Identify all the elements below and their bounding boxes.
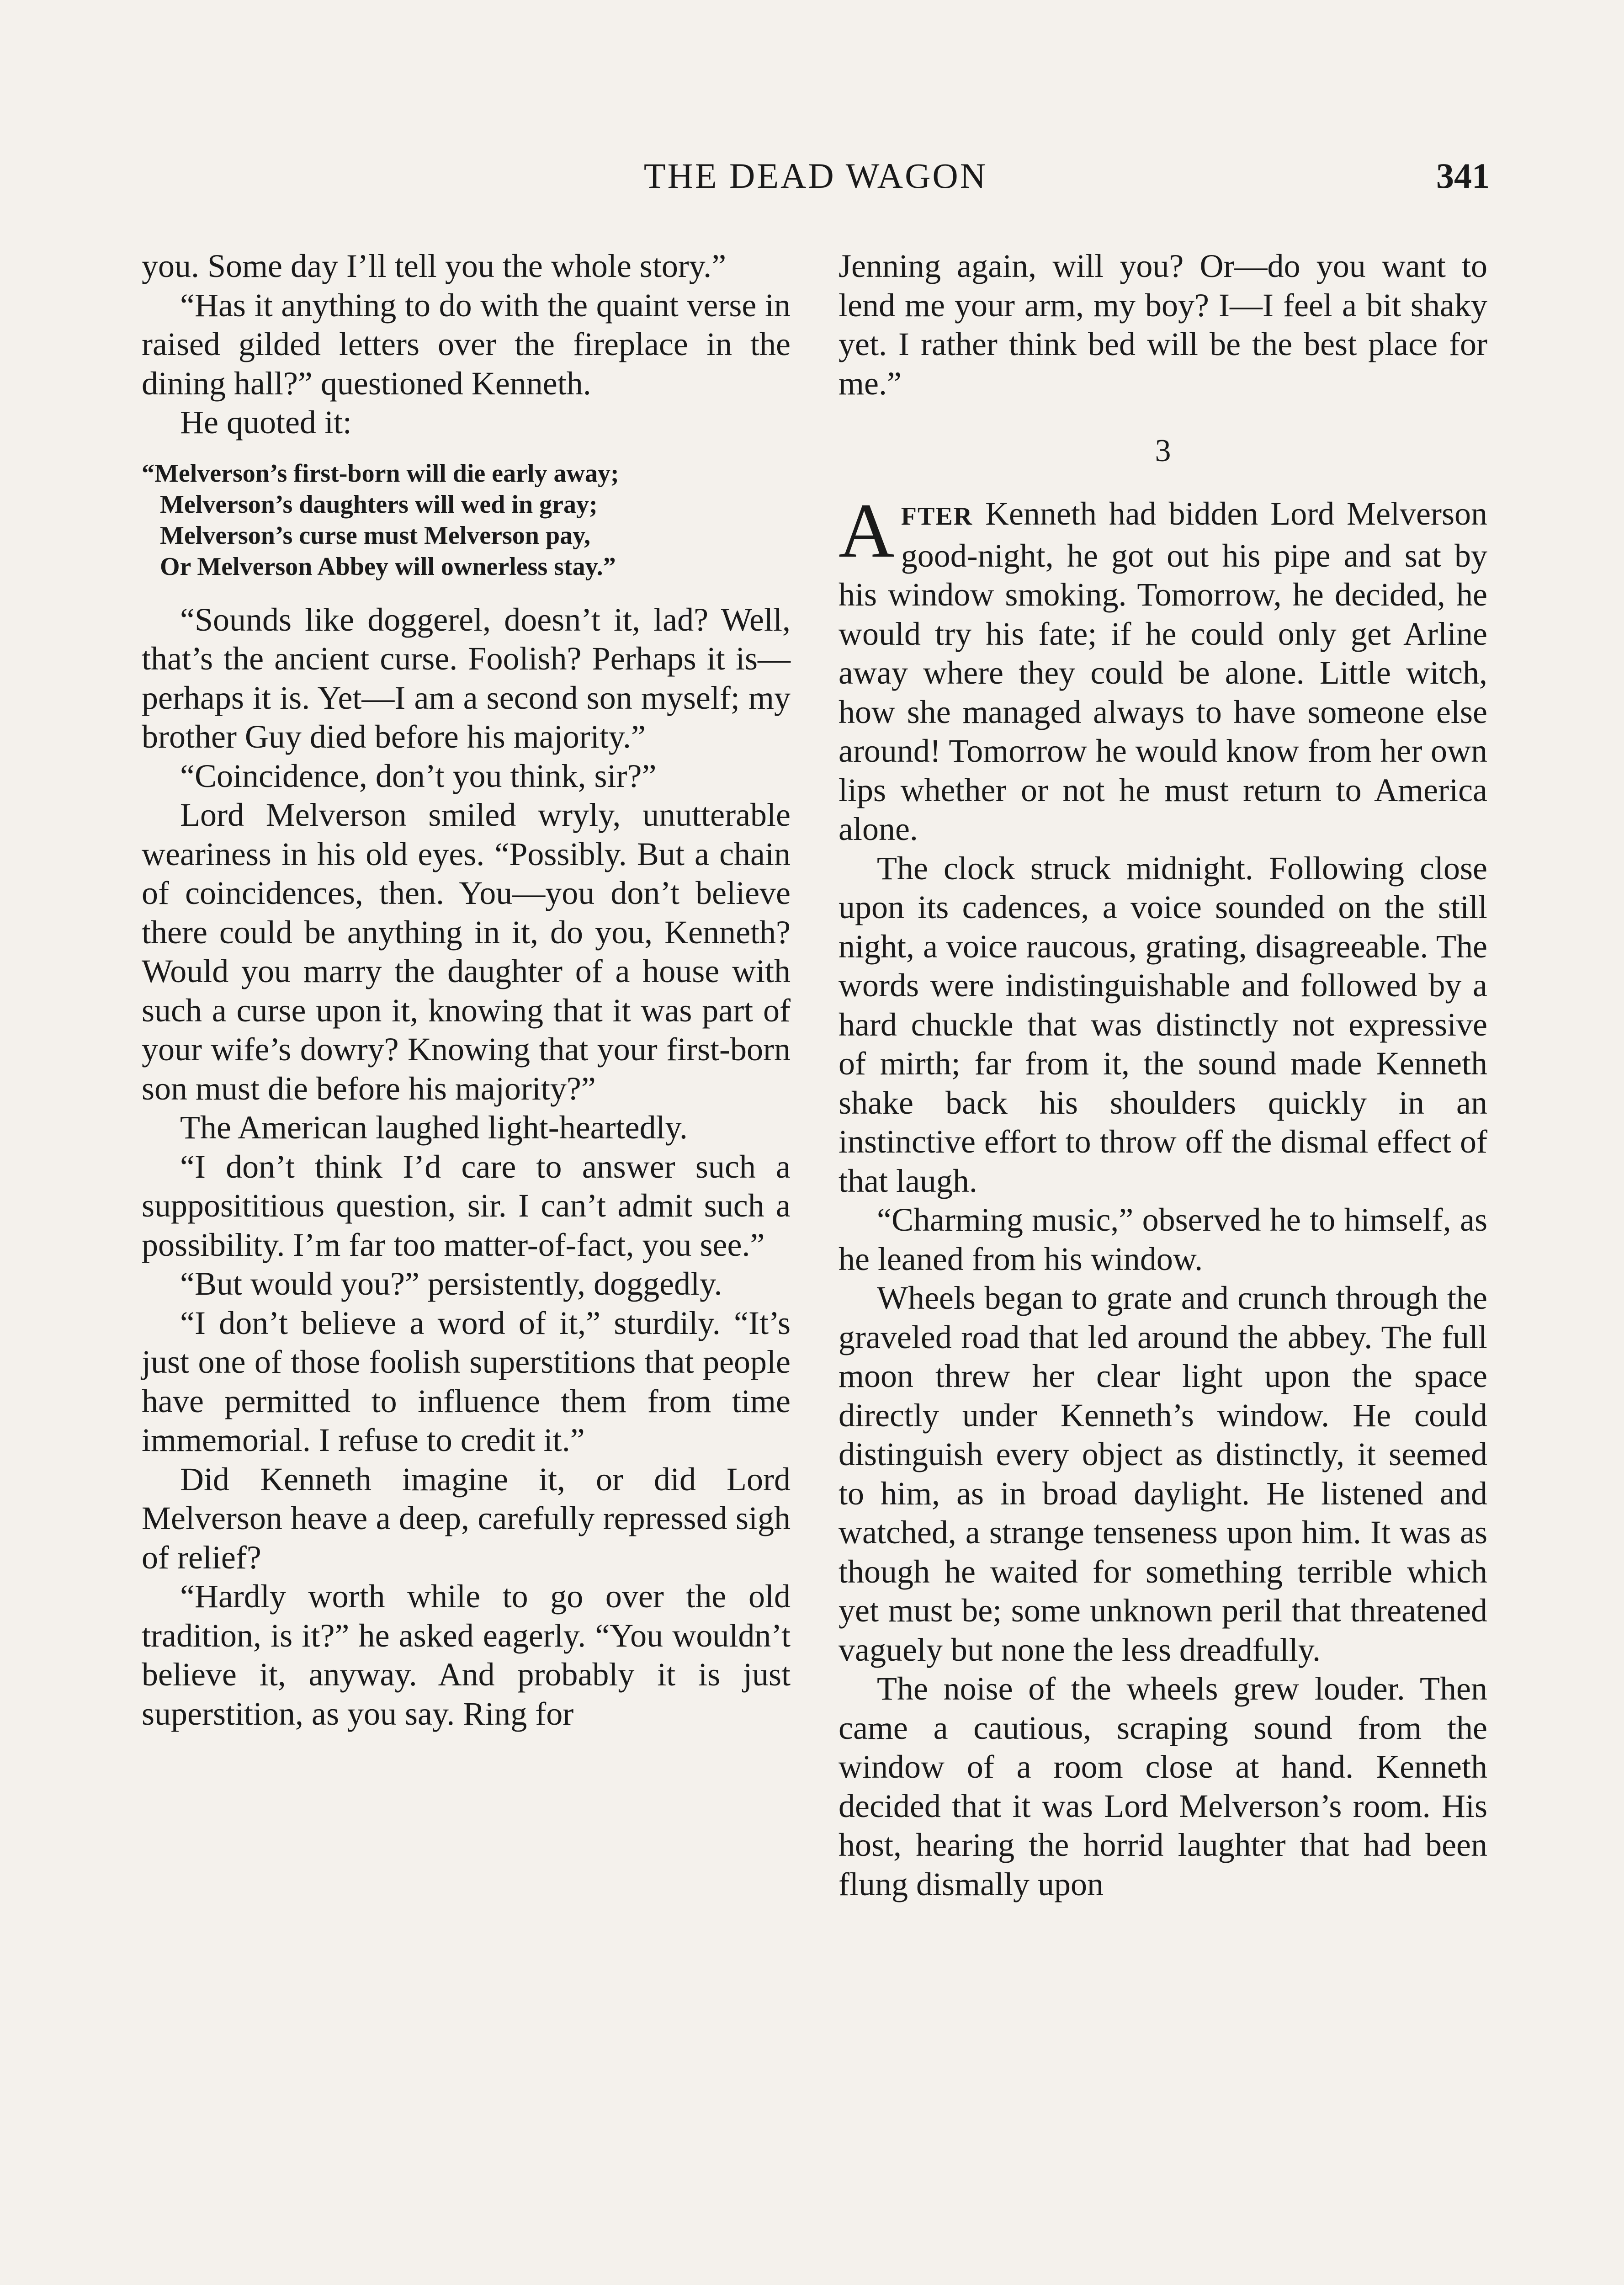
drop-cap: A xyxy=(839,488,895,574)
verse-line: Melverson’s daughters will wed in gray; xyxy=(160,490,598,519)
paragraph: “I don’t think I’d care to answer such a supposititious question, sir. I can’t admit such a possibility. I’m far too matter-of-fact, you see.” xyxy=(142,1148,791,1263)
paragraph: Wheels began to grate and crunch through the graveled road that led around the abbey. The full moon threw her clear light upon the space directly under Kenneth’s window. He could distinguish every object as distinctly, it seemed to him, as in broad daylight. He listened and watched, a strange tenseness upon him. It was as though he waited for something terrible which yet must be; some unknown peril that threatened vaguely but none the less dreadfully. xyxy=(839,1280,1487,1668)
verse-line: “Melverson’s first-born will die early away; xyxy=(142,459,619,488)
paragraph: “Charming music,” observed he to himself, as he leaned from his window. xyxy=(839,1201,1487,1277)
paragraph: Lord Melverson smiled wryly, unutterable weariness in his old eyes. “Possibly. But a chain of coincidences, then. You—you don’t believe there could be anything in it, do you, Kenneth? Would you marry the daughter of a house with such a curse upon it, knowing that it was part of your wife’s dowry? Knowing that your first-born son must die before his majority?” xyxy=(142,797,791,1107)
paragraph: The clock struck midnight. Following close upon its cadences, a voice sounded on the still night, a voice raucous, grating, disagreeable. The words were indistinguishable and followed by a hard chuckle that was distinctly not expressive of mirth; far from it, the sound made Kenneth shake back his shoulders quickly in an instinctive effort to throw off the dismal effect of that laugh. xyxy=(839,850,1487,1199)
small-caps-word: FTER xyxy=(901,502,973,531)
left-column xyxy=(142,247,791,1733)
paragraph: The noise of the wheels grew louder. Then came a cautious, scraping sound from the window of a room close at hand. Kenneth decided that it was Lord Melverson’s room. His host, hearing the horrid laughter that had been flung dismally upon xyxy=(839,1670,1487,1902)
paragraph: Jenning again, will you? Or—do you want to lend me your arm, my boy? I—I feel a bit shaky yet. I rather think bed will be the best place for me.” xyxy=(839,248,1487,402)
opening-paragraph-text: Kenneth had bidden Lord Melverson good-night, he got out his pipe and sat by his window smoking. Tomorrow, he decided, he would try his fate; if he could only get Arline away where they could be alone. Little witch, how she managed always to have someone else around! Tomorrow he would know from her own lips whether or not he must return to America alone. xyxy=(839,495,1487,847)
verse-line: Or Melverson Abbey will ownerless stay.” xyxy=(160,552,616,581)
page-number: 341 xyxy=(1436,156,1490,196)
paragraph: “Coincidence, don’t you think, sir?” xyxy=(180,757,657,794)
paragraph: “Has it anything to do with the quaint verse in raised gilded letters over the fireplace in the dining hall?” questioned Kenneth. xyxy=(142,287,791,402)
curse-verse xyxy=(142,458,791,582)
paragraph: The American laughed light-heartedly. xyxy=(180,1109,688,1146)
paragraph: Did Kenneth imagine it, or did Lord Melverson heave a deep, carefully repressed sigh of relief? xyxy=(142,1461,791,1576)
paragraph: “Hardly worth while to go over the old tradition, is it?” he asked eagerly. “You wouldn’t believe it, anyway. And probably it is just superstition, as you say. Ring for xyxy=(142,1578,791,1732)
opening-paragraph xyxy=(839,488,1487,849)
paragraph: you. Some day I’ll tell you the whole story.” xyxy=(142,248,727,284)
running-title: THE DEAD WAGON xyxy=(643,156,988,196)
paragraph: He quoted it: xyxy=(180,404,352,441)
right-column xyxy=(839,247,1487,1904)
section-number: 3 xyxy=(1155,433,1171,468)
paragraph: “I don’t believe a word of it,” sturdily. “It’s just one of those foolish superstitions that people have permitted to influence them from time immemorial. I refuse to credit it.” xyxy=(142,1304,791,1458)
paragraph: “But would you?” persistently, doggedly. xyxy=(180,1265,722,1302)
paragraph: “Sounds like doggerel, doesn’t it, lad? Well, that’s the ancient curse. Foolish? Perhaps it is—perhaps it is. Yet—I am a second son myself; my brother Guy died before his majority.” xyxy=(142,601,791,755)
running-head xyxy=(142,151,1490,201)
verse-line: Melverson’s curse must Melverson pay, xyxy=(160,521,590,550)
